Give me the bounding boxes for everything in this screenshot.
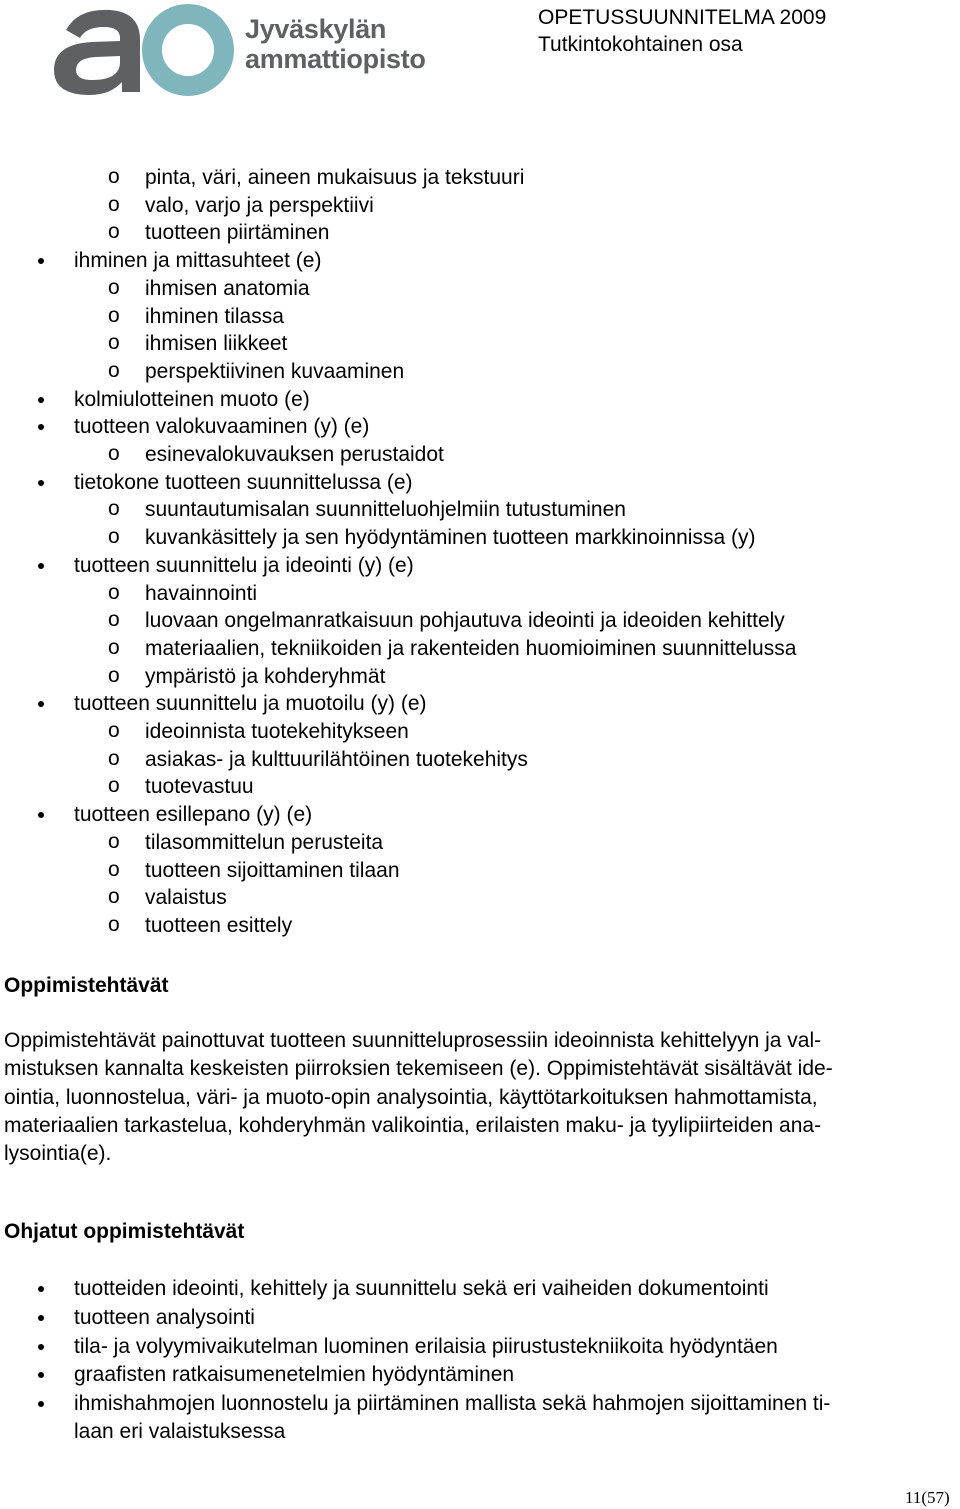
outline-item-text: esinevalokuvauksen perustaidot	[145, 443, 444, 466]
bullet-icon	[38, 1344, 44, 1350]
outline-item-text: pinta, väri, aineen mukaisuus ja tekstuuri	[145, 166, 525, 189]
outline-subitem	[0, 746, 960, 774]
outline-subitem	[0, 718, 960, 746]
bullet-icon	[38, 480, 44, 486]
outline-subitem	[0, 219, 960, 247]
outline-item	[0, 469, 960, 497]
outline-item-text: kuvankäsittely ja sen hyödyntäminen tuotteen markkinoinnissa (y)	[145, 526, 756, 550]
circle-marker: o	[108, 331, 120, 355]
bullet-icon	[38, 397, 44, 403]
outline-item-text: kolmiulotteinen muoto (e)	[74, 387, 310, 411]
paragraph-line: materiaalien tarkastelua, kohderyhmän valikointia, erilaisten maku- ja tyylipiirteiden ana-	[4, 1113, 822, 1137]
circle-marker: o	[108, 275, 120, 299]
list-item	[0, 1361, 960, 1389]
outline-item-text: ihmisen anatomia	[145, 276, 310, 300]
document-header-info	[538, 4, 826, 58]
bullet-icon	[38, 1286, 44, 1292]
outline-item-text: asiakas- ja kulttuurilähtöinen tuotekehitys	[145, 747, 528, 771]
outline-item	[0, 552, 960, 580]
outline-item-text: tuotteen suunnittelu ja ideointi (y) (e)	[74, 553, 414, 577]
paragraph-line: mistuksen kannalta keskeisten piirroksien tekemiseen (e). Oppimistehtävät sisältävät ide-	[4, 1057, 833, 1081]
circle-marker: o	[108, 525, 120, 549]
paragraph-line: lysointia(e).	[4, 1142, 112, 1166]
circle-marker: o	[108, 497, 120, 521]
circle-marker: o	[108, 746, 120, 770]
circle-marker: o	[108, 358, 120, 382]
circle-marker: o	[108, 857, 120, 881]
list-item-text-continued: laan eri valaistuksessa	[74, 1420, 286, 1443]
outline-item-text: ihminen ja mittasuhteet (e)	[74, 249, 322, 273]
paragraph-line: ointia, luonnostelua, väri- ja muoto-opin analysointia, käyttötarkoituksen hahmottamista,	[4, 1085, 818, 1109]
outline-subitem	[0, 275, 960, 303]
outline-subitem	[0, 192, 960, 220]
outline-item-text: luovaan ongelmanratkaisuun pohjautuva ideointi ja ideoiden kehittely	[145, 609, 785, 633]
tasks-heading: Oppimistehtävät	[4, 974, 169, 997]
list-item-text: tuotteen analysointi	[74, 1306, 255, 1329]
circle-marker: o	[108, 663, 120, 687]
outline-item-text: tilasommittelun perusteita	[145, 830, 384, 854]
circle-marker: o	[108, 442, 120, 465]
outline-item-text: perspektiivinen kuvaaminen	[145, 359, 405, 383]
outline-item-text: tuotteen sijoittaminen tilaan	[145, 858, 400, 882]
document-subtitle: Tutkintokohtainen osa	[538, 33, 743, 56]
outline-subitem	[0, 580, 960, 608]
outline-item	[0, 690, 960, 718]
outline-item-text: valaistus	[145, 886, 227, 910]
bullet-icon	[38, 812, 44, 818]
bullet-icon	[38, 1372, 44, 1378]
bullet-icon	[38, 563, 44, 569]
circle-marker: o	[108, 303, 120, 327]
outline-subitem	[0, 635, 960, 663]
list-item-text: ihmishahmojen luonnostelu ja piirtäminen mallista sekä hahmojen sijoittaminen ti-	[74, 1392, 831, 1415]
outline-subitem	[0, 330, 960, 358]
circle-marker: o	[108, 165, 120, 188]
outline-subitem	[0, 663, 960, 691]
ao-logo-mark	[48, 0, 238, 100]
page-number: 11(57)	[905, 1488, 950, 1507]
outline-subitem	[0, 441, 960, 469]
outline-item-text: ideoinnista tuotekehitykseen	[145, 720, 409, 743]
paragraph-line: Oppimistehtävät painottuvat tuotteen suunnitteluprosessiin ideoinnista kehittelyyn ja val-	[4, 1029, 822, 1052]
page-header	[0, 0, 960, 110]
list-item-text: tila- ja volyymivaikutelman luominen erilaisia piirustustekniikoita hyödyntäen	[74, 1335, 778, 1358]
outline-subitem	[0, 773, 960, 801]
outline-item-text: materiaalien, tekniikoiden ja rakenteiden huomioiminen suunnittelussa	[145, 636, 797, 660]
outline-subitem	[0, 496, 960, 524]
outline-item	[0, 386, 960, 414]
circle-marker: o	[108, 192, 120, 216]
logo-wordmark	[245, 14, 426, 74]
outline-item	[0, 801, 960, 829]
circle-marker: o	[108, 580, 120, 604]
outline-subitem	[0, 884, 960, 912]
outline-item-text: ympäristö ja kohderyhmät	[145, 664, 386, 688]
list-item	[0, 1390, 960, 1446]
circle-marker: o	[108, 912, 120, 936]
outline-item-text: tuotevastuu	[145, 775, 254, 799]
outline-subitem	[0, 524, 960, 552]
circle-marker: o	[108, 608, 120, 632]
outline-item-text: ihminen tilassa	[145, 304, 284, 328]
circle-marker: o	[108, 774, 120, 798]
list-item-text: tuotteiden ideointi, kehittely ja suunnittelu sekä eri vaiheiden dokumentointi	[74, 1277, 769, 1300]
outline-subitem	[0, 829, 960, 857]
outline-item-text: tuotteen esillepano (y) (e)	[74, 803, 313, 827]
outline-subitem	[0, 912, 960, 940]
outline-subitem	[0, 358, 960, 386]
bullet-icon	[38, 424, 44, 430]
outline-item-text: havainnointi	[145, 581, 258, 605]
circle-marker: o	[108, 635, 120, 659]
circle-marker: o	[108, 885, 120, 909]
outline-item-text: suuntautumisalan suunnitteluohjelmiin tutustuminen	[145, 498, 626, 522]
outline-subitem	[0, 857, 960, 885]
bullet-icon	[38, 701, 44, 707]
circle-marker: o	[108, 220, 120, 244]
outline-subitem	[0, 164, 960, 192]
outline-subitem	[0, 607, 960, 635]
circle-marker: o	[108, 829, 120, 853]
bullet-icon	[38, 1315, 44, 1321]
bullet-icon	[38, 258, 44, 264]
outline-item-text: tuotteen valokuvaaminen (y) (e)	[74, 415, 370, 439]
logo-line-2: ammattiopisto	[245, 44, 426, 74]
logo-line-1: Jyväskylän	[245, 14, 387, 44]
outline-item-text: valo, varjo ja perspektiivi	[145, 193, 374, 217]
outline-item-text: tuotteen suunnittelu ja muotoilu (y) (e)	[74, 692, 427, 716]
outline-item-text: tietokone tuotteen suunnittelussa (e)	[74, 470, 413, 494]
tasks-paragraph	[4, 1027, 934, 1168]
list-item-text: graafisten ratkaisumenetelmien hyödyntäminen	[74, 1363, 515, 1386]
bullet-icon	[38, 1401, 44, 1407]
outline-subitem	[0, 303, 960, 331]
outline-item-text: tuotteen piirtäminen	[145, 221, 330, 245]
document-title: OPETUSSUUNNITELMA 2009	[538, 6, 827, 29]
list-item	[0, 1304, 960, 1332]
outline-item-text: tuotteen esittely	[145, 913, 293, 937]
outline-item	[0, 247, 960, 275]
circle-marker: o	[108, 719, 120, 742]
outline-item	[0, 413, 960, 441]
list-item	[0, 1275, 960, 1303]
outline-item-text: ihmisen liikkeet	[145, 332, 288, 356]
guided-tasks-heading: Ohjatut oppimistehtävät	[4, 1220, 245, 1243]
list-item	[0, 1333, 960, 1361]
